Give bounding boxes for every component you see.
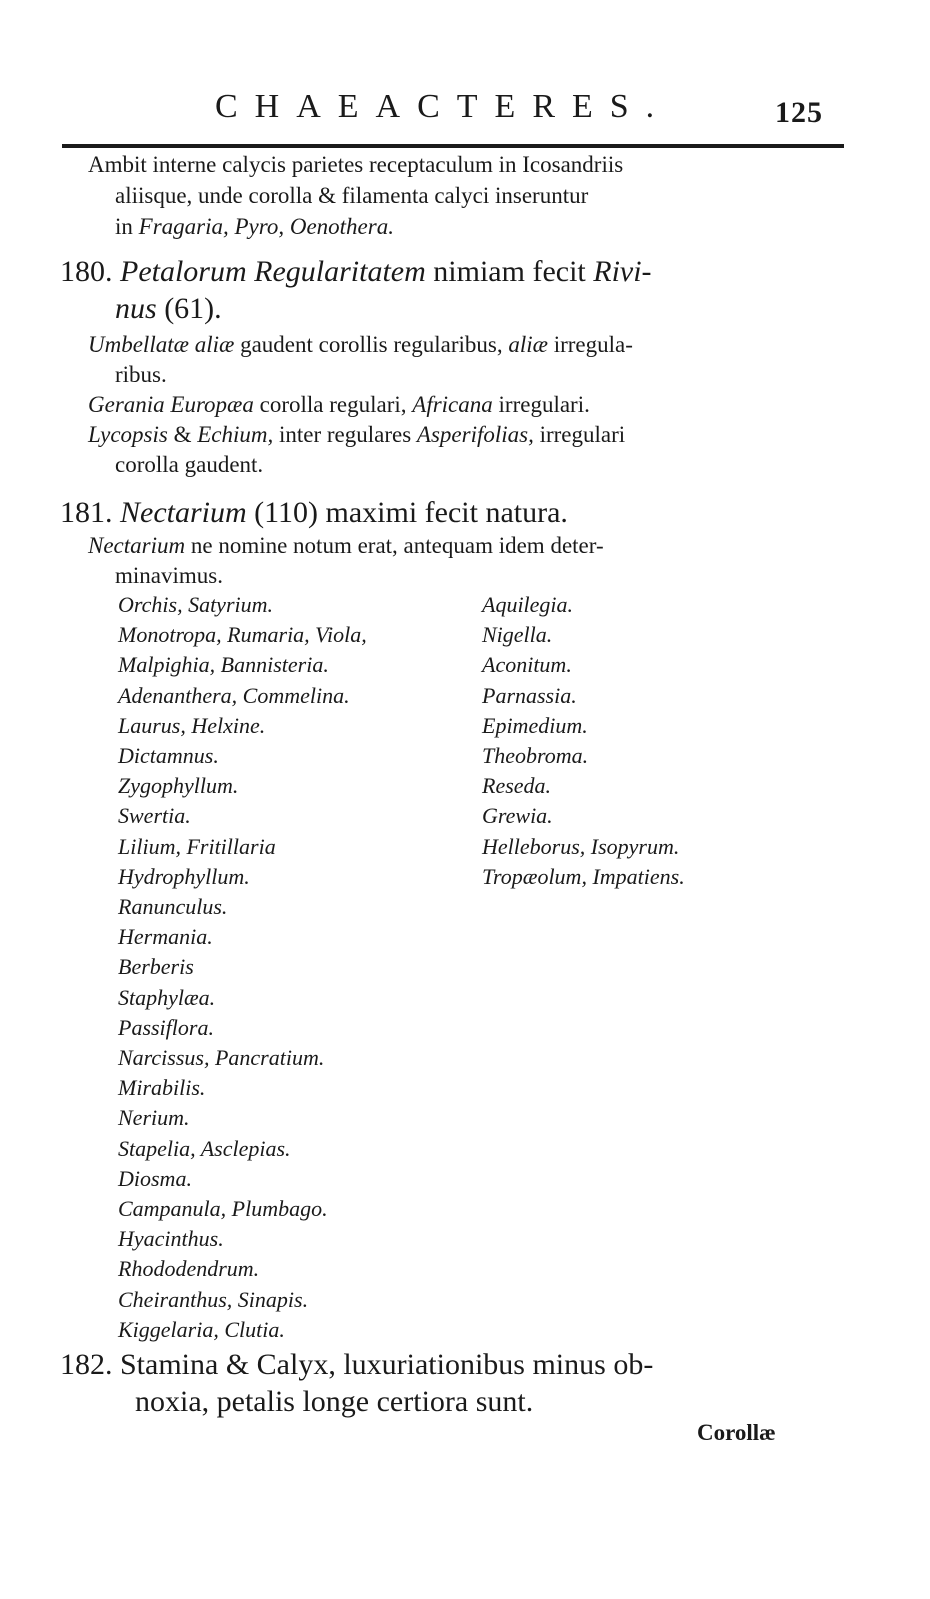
genera-entry: Aconitum. xyxy=(482,652,572,678)
genera-entry: Narcissus, Pancratium. xyxy=(118,1045,325,1071)
note-181: Nectarium ne nomine notum erat, antequam idem deter- xyxy=(88,533,604,558)
genera-entry: Hyacinthus. xyxy=(118,1226,224,1252)
genera-entry: Hermania. xyxy=(118,924,213,950)
genera-entry: Epimedium. xyxy=(482,712,588,738)
intro-line-2: aliisque, unde corolla & filamenta calyci inseruntur xyxy=(115,183,589,208)
genera-entry: Lilium, Fritillaria xyxy=(118,833,276,859)
genera-entry: Parnassia. xyxy=(482,682,577,708)
genera-entry: Mirabilis. xyxy=(118,1075,206,1101)
section-number: 180. xyxy=(60,255,113,288)
genera-entry: Zygophyllum. xyxy=(118,773,239,799)
genera-entry: Campanula, Plumbago. xyxy=(118,1196,328,1222)
genera-entry: Kiggelaria, Clutia. xyxy=(118,1316,285,1342)
genera-entry: Cheiranthus, Sinapis. xyxy=(118,1286,309,1312)
genera-entry: Passiflora. xyxy=(118,1014,214,1040)
genera-entry: Grewia. xyxy=(482,803,553,829)
genera-column-left xyxy=(118,590,367,1345)
genera-entry: Tropæolum, Impatiens. xyxy=(482,863,685,889)
intro-line-3: in Fragaria, Pyro, Oenothera. xyxy=(115,214,394,239)
running-title: CHAEACTERES. xyxy=(215,88,672,125)
genera-entry: Berberis xyxy=(118,954,194,980)
intro-line-1: Ambit interne calycis parietes receptaculum in Icosandriis xyxy=(88,152,624,177)
header-rule xyxy=(62,144,844,148)
genera-entry: Ranunculus. xyxy=(118,894,228,920)
genera-entry: Orchis, Satyrium. xyxy=(118,592,274,617)
genera-entry: Reseda. xyxy=(482,773,552,799)
note-180-1: Umbellatæ aliæ gaudent corollis regularibus, aliæ irregula- xyxy=(88,332,633,357)
note-180-1-cont: ribus. xyxy=(115,362,167,387)
genera-entry: Swertia. xyxy=(118,803,191,829)
genera-entry: Stapelia, Asclepias. xyxy=(118,1135,291,1161)
catchword: Corollæ xyxy=(697,1420,776,1445)
genera-entry: Malpighia, Bannisteria. xyxy=(118,652,329,678)
section-number: 182. xyxy=(60,1348,113,1381)
section-number: 181. xyxy=(60,496,113,529)
genera-entry: Diosma. xyxy=(118,1165,192,1191)
genera-entry: Theobroma. xyxy=(482,743,589,769)
genera-entry: Nerium. xyxy=(118,1105,190,1131)
genera-entry: Laurus, Helxine. xyxy=(118,712,266,738)
genera-column-right xyxy=(482,590,685,892)
genera-entry: Adenanthera, Commelina. xyxy=(118,682,350,708)
genera-entry: Aquilegia. xyxy=(482,592,574,617)
genera-entry: Staphylæa. xyxy=(118,984,216,1010)
genera-entry: Dictamnus. xyxy=(118,743,219,769)
genera-entry: Hydrophyllum. xyxy=(118,863,250,889)
genera-entry: Rhododendrum. xyxy=(118,1256,260,1282)
note-180-2: Gerania Europæa corolla regulari, Africana irregulari. xyxy=(88,392,590,417)
section-181-line-1: 181. Nectarium (110) maximi fecit natura. xyxy=(60,496,568,529)
section-182-line-1: 182. Stamina & Calyx, luxuriationibus minus ob- xyxy=(60,1348,654,1381)
section-182-line-2: noxia, petalis longe certiora sunt. xyxy=(135,1385,534,1418)
note-181-cont: minavimus. xyxy=(115,563,223,588)
note-180-3-cont: corolla gaudent. xyxy=(115,452,264,477)
section-180-line-2: nus (61). xyxy=(115,292,222,325)
genera-entry: Nigella. xyxy=(482,622,553,648)
section-180-line-1: 180. Petalorum Regularitatem nimiam fecit Rivi- xyxy=(60,255,652,288)
genera-entry: Monotropa, Rumaria, Viola, xyxy=(118,622,367,648)
page-number: 125 xyxy=(775,96,823,129)
genera-entry: Helleborus, Isopyrum. xyxy=(482,833,680,859)
note-180-3: Lycopsis & Echium, inter regulares Asperifolias, irregulari xyxy=(88,422,626,447)
